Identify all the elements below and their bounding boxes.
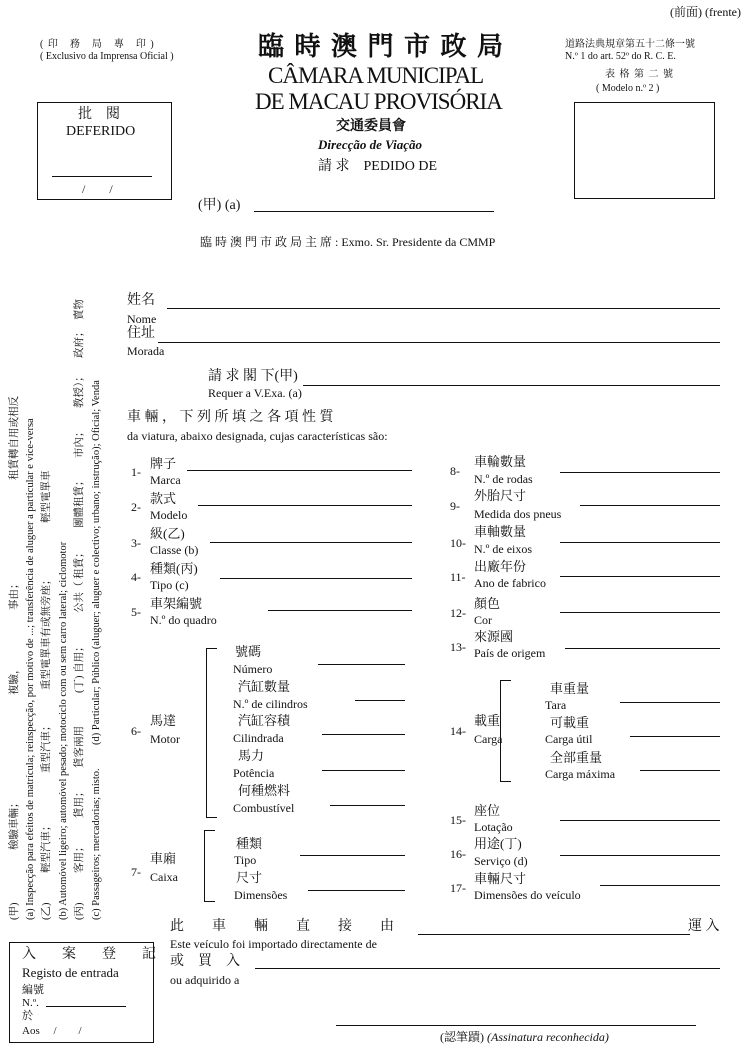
sub-label-zh: 全部重量 (550, 750, 603, 765)
name-field[interactable] (167, 308, 720, 309)
imprensa-pt: ( Exclusivo da Imprensa Oficial ) (40, 51, 174, 62)
motor-bracket (206, 648, 217, 818)
note-3: 客用； (74, 841, 85, 873)
item-number: 17- (450, 881, 466, 895)
item-label-zh: 種類(丙) (150, 561, 198, 576)
title-pt-2: DE MACAU PROVISÓRIA (255, 89, 502, 114)
item-number: 3- (131, 536, 141, 550)
item-number: 15- (450, 813, 466, 827)
marca-field[interactable] (187, 470, 412, 471)
legal-ref-pt: N.º 1 do art. 52º do R. C. E. (565, 51, 676, 62)
tipo-field[interactable] (220, 578, 412, 579)
note-3: 貨用； (74, 786, 85, 818)
dimensoes-veiculo-field[interactable] (600, 885, 720, 886)
carga-bracket (500, 680, 511, 782)
item-number: 16- (450, 847, 466, 861)
note-2: 輕型汽車； (41, 820, 52, 873)
item-label-pt: Tipo (c) (150, 578, 189, 592)
sub-label-pt: N.º de cilindros (233, 697, 308, 711)
pneus-field[interactable] (580, 505, 720, 506)
note-3: 賣物 (74, 299, 85, 320)
sub-label-zh: 可載重 (550, 715, 590, 730)
deferido-zh: 批 閱 (78, 107, 120, 122)
note-3: 政府； (74, 326, 85, 358)
import-label-zh: 此 車 輛 直 接 由 (170, 919, 394, 934)
registo-number-field[interactable] (46, 1006, 126, 1007)
caixa-tipo-field[interactable] (300, 855, 405, 856)
note-1: 事由； (9, 578, 20, 610)
eixos-field[interactable] (560, 542, 720, 543)
request-label: 請 求 PEDIDO DE (318, 159, 437, 174)
note-1: (甲) (9, 902, 20, 920)
sub-label-pt: Tipo (234, 853, 257, 867)
signature-field[interactable] (336, 1025, 696, 1026)
item-label-zh: 來源國 (474, 629, 514, 644)
ano-field[interactable] (560, 576, 720, 577)
sub-label-pt: Combustível (233, 801, 295, 815)
registo-box (9, 942, 162, 1043)
note-d: (d) Particular; Público (aluguer; aluguer e colectivo; urbano; instrução); Oficial; Venda (91, 380, 102, 745)
import-origin-field[interactable] (418, 934, 690, 935)
item-number: 7- (131, 865, 141, 879)
name-label-zh: 姓名 (127, 293, 155, 308)
quadro-field[interactable] (268, 610, 412, 611)
requer-label-pt: Requer a V.Exa. (a) (208, 386, 302, 400)
sub-label-pt: Cilindrada (233, 731, 284, 745)
caixa-label-pt: Caixa (150, 870, 178, 884)
import-label-pt: Este veículo foi importado directamente de (170, 937, 377, 951)
item-number: 14- (450, 724, 466, 738)
item-label-pt: N.º de eixos (474, 542, 533, 556)
item-label-pt: Medida dos pneus (474, 507, 562, 521)
title-pt-1: CÂMARA MUNICIPAL (268, 63, 484, 88)
imprensa-zh: ( 印 務 局 專 印 ) (40, 39, 155, 50)
item-number: 11- (450, 570, 466, 584)
caixa-bracket (204, 830, 215, 902)
item-label-zh: 車架編號 (150, 596, 203, 611)
tara-field[interactable] (620, 702, 720, 703)
classe-field[interactable] (210, 542, 412, 543)
motor-label-pt: Motor (150, 732, 180, 746)
caixa-dimensoes-field[interactable] (308, 890, 405, 891)
deferido-box (37, 102, 172, 200)
signature-caption (440, 1031, 609, 1043)
servico-field[interactable] (560, 855, 720, 856)
note-b: (b) Automóvel ligeiro; automóvel pesado; motociclo com ou sem carro lateral; ciclomotor (58, 541, 69, 920)
rodas-field[interactable] (560, 472, 720, 473)
item-number: 6- (131, 724, 141, 738)
note-1: 複驗， (9, 663, 20, 695)
combustivel-field[interactable] (330, 805, 405, 806)
address-field[interactable] (158, 342, 720, 343)
request-type-field[interactable] (254, 211, 494, 212)
item-label-zh: 出廠年份 (474, 559, 527, 574)
sub-label-pt: Número (233, 662, 273, 676)
lotacao-field[interactable] (560, 820, 720, 821)
intro-zh: 車 輛 ， 下 列 所 填 之 各 項 性 質 (127, 410, 334, 425)
item-label-pt: Cor (474, 613, 492, 627)
acquired-label-zh: 或 買 入 (170, 954, 240, 969)
registo-num-zh: 編號 (22, 984, 44, 996)
note-3: 公共（ 租賃； (74, 547, 85, 613)
item-label-zh: 外胎尺寸 (474, 488, 527, 503)
item-label-pt: Lotação (474, 820, 513, 834)
item-label-zh: 用途(丁) (474, 836, 522, 851)
item-label-pt: Marca (150, 473, 181, 487)
note-3: (丙) (74, 902, 85, 920)
carga-label-zh: 載重 (474, 713, 501, 728)
item-number: 10- (450, 536, 466, 550)
item-number: 5- (131, 605, 141, 619)
requer-field[interactable] (303, 385, 720, 386)
item-label-pt: Modelo (150, 508, 188, 522)
sub-label-zh: 車重量 (550, 681, 590, 696)
potencia-field[interactable] (322, 770, 405, 771)
sub-label-zh: 尺寸 (236, 870, 263, 885)
model-pt: ( Modelo n.º 2 ) (596, 83, 660, 94)
name-label-pt: Nome (127, 312, 157, 326)
item-number: 9- (450, 499, 460, 513)
footnotes-rotated (8, 288, 108, 928)
item-number: 13- (450, 640, 466, 654)
origem-field[interactable] (565, 648, 720, 649)
signature-caption-zh: (認筆蹟) (440, 1030, 484, 1044)
note-a: (a) Inspecção para efeitos de matrícula; reinspecção, por motivo de ...; transferência de aluguer a particular e vice-versa (25, 418, 36, 920)
sub-label-zh: 汽缸數量 (238, 679, 291, 694)
sub-label-zh: 汽缸容積 (238, 713, 291, 728)
sub-label-zh: 馬力 (238, 748, 265, 763)
sub-label-zh: 何種燃料 (238, 783, 291, 798)
item-label-pt: Classe (b) (150, 543, 199, 557)
dept-pt: Direcção de Viação (318, 137, 422, 152)
intro-pt: da viatura, abaixo designada, cujas características são: (127, 429, 388, 443)
item-label-zh: 座位 (474, 803, 501, 818)
sub-label-pt: Dimensões (234, 888, 288, 902)
item-label-pt: Dimensões do veículo (474, 888, 581, 902)
note-3: (丁) 自用； (74, 641, 85, 693)
carga-maxima-field[interactable] (640, 770, 720, 771)
sub-label-pt: Tara (545, 698, 567, 712)
note-3: 團體租賃； (74, 475, 85, 528)
title-zh: 臨 時 澳 門 市 政 局 (258, 32, 506, 61)
sub-label-pt: Carga útil (545, 732, 593, 746)
carga-util-field[interactable] (630, 736, 720, 737)
address-label-zh: 住址 (127, 326, 155, 341)
note-2: 輕型電單車 (41, 470, 52, 523)
note-2: 重型汽車； (41, 720, 52, 773)
modelo-field[interactable] (198, 505, 412, 506)
signature-caption-pt: (Assinatura reconhecida) (487, 1030, 609, 1044)
deferido-date: / / (82, 182, 113, 196)
note-2: (乙) (41, 902, 52, 920)
item-number: 12- (450, 606, 466, 620)
item-label-zh: 顏色 (474, 596, 501, 611)
sub-label-zh: 號碼 (235, 644, 262, 659)
registo-date-pt: Aos / / (22, 1025, 82, 1037)
note-1: 租賃轉自用或相反 (9, 396, 20, 480)
numero-field[interactable] (318, 664, 405, 665)
note-2: 重型電單車有或無旁座； (41, 574, 52, 690)
registo-date-zh: 於 (22, 1010, 33, 1022)
address-label-pt: Morada (127, 344, 165, 358)
motor-label-zh: 馬達 (150, 713, 177, 728)
registo-pt: Registo de entrada (22, 965, 119, 980)
item-label-pt: País de origem (474, 646, 546, 660)
note-3: 市內； (74, 426, 85, 458)
import-label-zh-end: 運 入 (688, 919, 720, 934)
cor-field[interactable] (560, 612, 720, 613)
sub-label-pt: Potência (233, 766, 275, 780)
sub-label-pt: Carga máxima (545, 767, 616, 781)
addressee: 臨 時 澳 門 市 政 局 主 席 : Exmo. Sr. Presidente da CMMP (200, 235, 496, 249)
item-label-zh: 車軸數量 (474, 524, 527, 539)
item-number: 8- (450, 464, 460, 478)
cilindrada-field[interactable] (322, 734, 405, 735)
caixa-label-zh: 車廂 (150, 851, 177, 866)
item-label-pt: Ano de fabrico (474, 576, 546, 590)
requer-label-zh: 請 求 閣 下(甲) (208, 369, 298, 384)
page-side-label: (前面) (frente) (670, 5, 741, 19)
item-label-zh: 款式 (150, 491, 177, 506)
item-number: 2- (131, 500, 141, 514)
note-3: 貨客兩用 (74, 726, 85, 768)
item-label-zh: 車輛尺寸 (474, 871, 527, 886)
note-3: 教授）； (74, 371, 85, 408)
registo-num-pt: N.º. (22, 997, 39, 1009)
note-c: (c) Passageiros; mercadorias; misto. (91, 768, 102, 920)
request-a-label: (甲) (a) (198, 198, 241, 213)
item-label-zh: 級(乙) (150, 526, 185, 541)
deferido-signature-field[interactable] (52, 176, 152, 177)
acquired-label-pt: ou adquirido a (170, 973, 240, 987)
carga-label-pt: Carga (474, 732, 503, 746)
item-number: 4- (131, 570, 141, 584)
item-label-pt: N.º do quadro (150, 613, 217, 627)
item-label-zh: 車輪數量 (474, 454, 527, 469)
model-zh: 表 格 第 二 號 (605, 69, 674, 80)
sub-label-zh: 種類 (236, 836, 263, 851)
acquired-from-field[interactable] (255, 968, 720, 969)
deferido-pt: DEFERIDO (66, 124, 136, 139)
item-number: 1- (131, 465, 141, 479)
note-1: 檢驗車輛； (9, 797, 20, 850)
legal-ref-zh: 道路法典規章第五十二條一號 (565, 39, 695, 50)
dept-zh: 交通委員會 (336, 119, 406, 134)
stamp-box (574, 102, 715, 199)
item-label-zh: 牌子 (150, 456, 177, 471)
item-label-pt: N.º de rodas (474, 472, 533, 486)
cilindros-field[interactable] (355, 700, 405, 701)
registo-zh: 入 案 登 記 (22, 947, 162, 962)
item-label-pt: Serviço (d) (474, 854, 528, 868)
